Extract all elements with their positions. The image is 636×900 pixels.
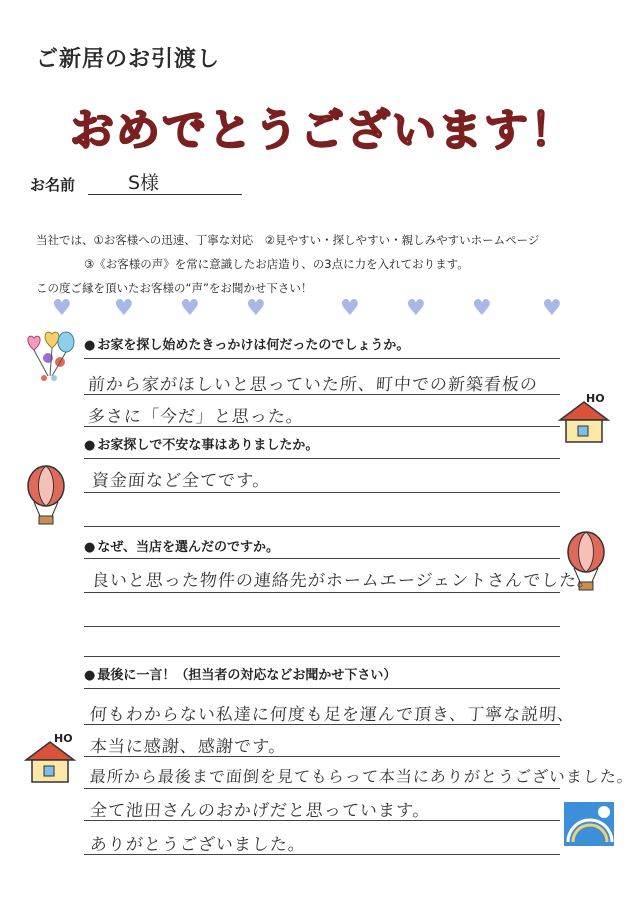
- name-value: S様: [128, 172, 160, 194]
- intro-line-3: この度ご縁を頂いたお客様の“声”をお聞かせ下さい！: [36, 281, 313, 295]
- answer-3-line-1: 良いと思った物件の連絡先がホームエージェントさんでした。: [91, 571, 596, 591]
- answer-line: [84, 492, 560, 493]
- answer-line: [84, 854, 560, 855]
- answer-line: [84, 458, 560, 459]
- answer-4-line-5: ありがとうございました。: [89, 835, 307, 855]
- heart-icon: ♥: [340, 296, 360, 321]
- answer-line: [84, 756, 560, 757]
- subtitle: ご新居のお引渡し: [36, 47, 221, 72]
- heart-icon: ♥: [542, 296, 562, 321]
- answer-line: [84, 426, 560, 427]
- hearts-row: [40, 298, 600, 322]
- hot-air-balloon-icon: [22, 462, 72, 526]
- answer-line: [84, 592, 560, 593]
- house-label: HO: [54, 732, 73, 745]
- answer-2-line-1: 資金面など全てです。: [91, 471, 272, 491]
- answer-line: [84, 724, 560, 725]
- question-3: ● なぜ、当店を選んだのですか。: [84, 536, 279, 555]
- question-2: ● お家探しで不安な事はありましたか。: [84, 434, 318, 453]
- rainbow-icon: [564, 802, 614, 846]
- question-4: ● 最後に一言！（担当者の対応などお聞かせ下さい）: [84, 664, 396, 683]
- answer-line: [84, 820, 560, 821]
- question-1: ● お家を探し始めたきっかけは何だったのでしょうか。: [84, 334, 409, 353]
- answer-line: [84, 526, 560, 527]
- answer-line: [84, 626, 560, 627]
- answer-4-line-1: 何もわからない私達に何度も足を運んで頂き、丁寧な説明、: [89, 705, 576, 725]
- heart-icon: ♥: [114, 296, 134, 321]
- house-label: HO: [586, 392, 605, 405]
- heart-icon: ♥: [406, 296, 426, 321]
- heart-icon: ♥: [246, 296, 266, 321]
- heart-icon: ♥: [180, 296, 200, 321]
- name-label: お名前: [30, 176, 76, 194]
- answer-line: [84, 788, 560, 789]
- answer-4-line-3: 最所から最後まで面倒を見てもらって本当にありがとうございました。: [89, 767, 635, 786]
- answer-4-line-4: 全て池田さんのおかげだと思っています。: [89, 801, 432, 821]
- heart-icon: ♥: [52, 296, 72, 321]
- intro-line-2: ③《お客様の声》を常に意識したお店造り、の3点に力を入れております。: [84, 257, 469, 271]
- answer-line: [84, 358, 560, 359]
- balloons-icon: [26, 328, 82, 384]
- answer-line: [84, 558, 560, 559]
- answer-line: [84, 656, 560, 657]
- name-underline: [88, 194, 242, 195]
- answer-1-line-2: 多さに「今だ」と思った。: [87, 407, 305, 427]
- answer-line: [84, 394, 560, 395]
- page-title: おめでとうございます！: [70, 105, 576, 156]
- answer-line: [84, 688, 560, 689]
- answer-4-line-2: 本当に感謝、感謝です。: [89, 737, 288, 757]
- intro-line-1: 当社では、①お客様への迅速、丁寧な対応 ②見やすい・探しやすい・親しみやすいホームページ: [36, 233, 540, 247]
- answer-1-line-1: 前から家がほしいと思っていた所、町中での新築看板の: [87, 375, 539, 395]
- heart-icon: ♥: [472, 296, 492, 321]
